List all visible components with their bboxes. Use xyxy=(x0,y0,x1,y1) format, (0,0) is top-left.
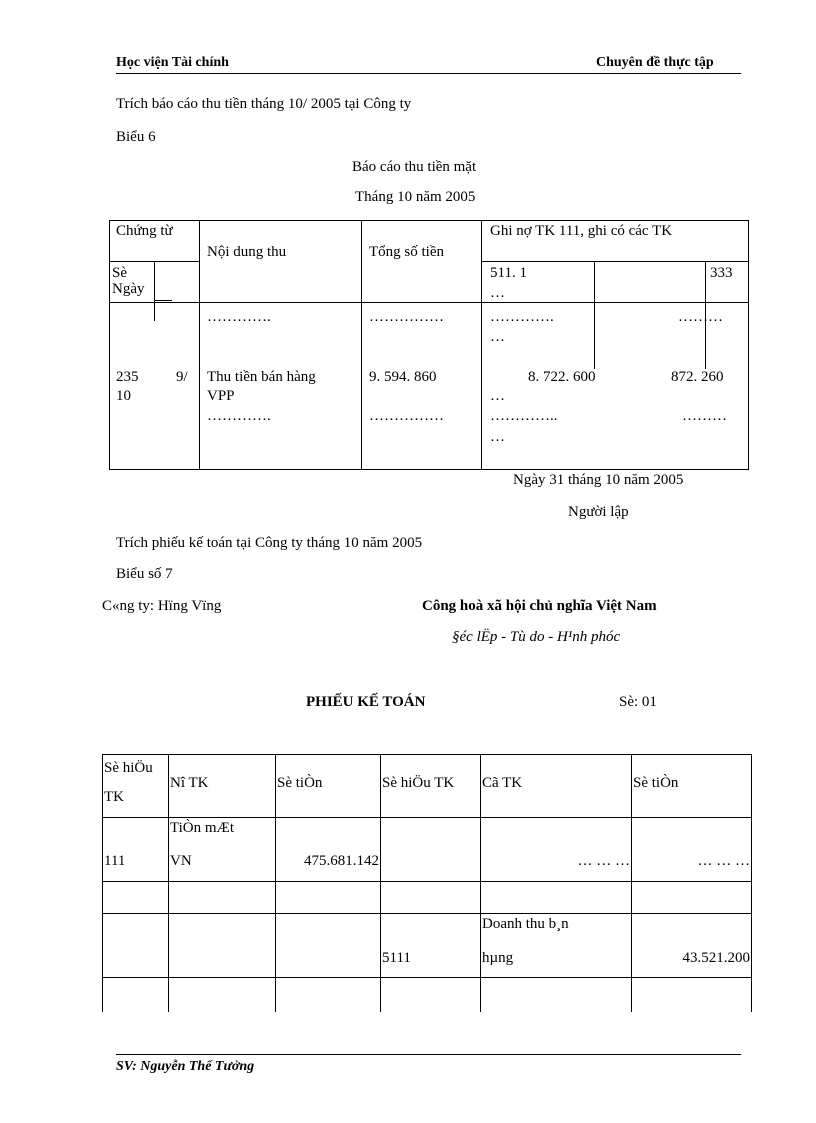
col-ngay: Ngày xyxy=(112,281,145,297)
t2-r3-name-a: Doanh thu b¸n xyxy=(482,916,569,932)
section2-label: Biểu số 7 xyxy=(116,566,173,582)
t2-r1-name-b: VN xyxy=(170,853,192,869)
report-date: Ngày 31 tháng 10 năm 2005 xyxy=(513,472,684,488)
dots-noidung-bot: …………. xyxy=(207,408,271,424)
col-tong-so: Tổng số tiền xyxy=(369,244,444,260)
section1-title: Báo cáo thu tiền mặt xyxy=(352,159,477,175)
dots-tongso-top: …………… xyxy=(369,309,444,325)
t2-r3-name-b: hµng xyxy=(482,950,514,966)
col-tk-5111-dots: … xyxy=(490,285,505,301)
col-ghi-no: Ghi nợ TK 111, ghi có các TK xyxy=(490,223,673,239)
company-name: C«ng ty: Hïng Vïng xyxy=(102,598,222,614)
dots-tongso-bot: …………… xyxy=(369,408,444,424)
accounting-voucher-table xyxy=(102,754,752,1012)
col-so: Sè xyxy=(112,265,127,281)
row-noidung-a: Thu tiền bán hàng xyxy=(207,369,316,385)
row-tk1-dots: … xyxy=(490,388,505,404)
footer-divider xyxy=(116,1054,741,1055)
dots-tk1-top: …………. xyxy=(490,309,554,325)
t2-col-so-tien-2: Sè tiÒn xyxy=(633,775,679,791)
row-so: 235 xyxy=(116,369,139,385)
voucher-number: Sè: 01 xyxy=(619,694,657,710)
section2-intro: Trích phiếu kế toán tại Công ty tháng 10 năm 2005 xyxy=(116,535,423,551)
section1-subtitle: Tháng 10 năm 2005 xyxy=(355,189,476,205)
col-tk-333: 333 xyxy=(710,265,733,281)
dots-tk1-top2: … xyxy=(490,329,505,345)
voucher-title: PHIẾU KẾ TOÁN xyxy=(306,694,426,710)
t2-col-no-tk: Nî TK xyxy=(170,775,209,791)
dots-tk2-top: ……… xyxy=(678,309,723,325)
row-noidung-b: VPP xyxy=(207,388,235,404)
t2-r1-dots-a: … … … xyxy=(577,853,630,869)
header-divider xyxy=(116,73,741,74)
nation-motto: §éc lËp - Tù do - H¹nh phóc xyxy=(452,629,621,645)
dots-noidung-top: …………. xyxy=(207,309,271,325)
col-tk-5111: 511. 1 xyxy=(490,265,527,281)
t2-r3-tk: 5111 xyxy=(382,950,411,966)
dots-tk1-bot: ………….. xyxy=(490,408,558,424)
row-tk1: 8. 722. 600 xyxy=(528,369,596,385)
report-signer: Người lập xyxy=(568,504,629,520)
t2-col-so-hieu-a: Sè hiÖu xyxy=(104,760,153,776)
col-noi-dung: Nội dung thu xyxy=(207,244,287,260)
t2-col-so-tien-1: Sè tiÒn xyxy=(277,775,323,791)
t2-r1-tk: 111 xyxy=(104,853,126,869)
col-chung-tu: Chứng từ xyxy=(116,223,173,239)
row-ngay-b: 10 xyxy=(116,388,131,404)
section1-label: Biểu 6 xyxy=(116,129,156,145)
t2-r3-amount: 43.521.200 xyxy=(682,950,750,966)
t2-r1-amount: 475.681.142 xyxy=(304,853,379,869)
row-ngay-a: 9/ xyxy=(176,369,188,385)
t2-col-so-hieu-b: TK xyxy=(104,789,124,805)
t2-col-so-hieu-tk: Sè hiÖu TK xyxy=(382,775,455,791)
nation-title: Công hoà xã hội chủ nghĩa Việt Nam xyxy=(422,598,657,614)
t2-col-co-tk: Cã TK xyxy=(482,775,523,791)
row-tongso: 9. 594. 860 xyxy=(369,369,437,385)
section1-intro: Trích báo cáo thu tiền tháng 10/ 2005 tại Công ty xyxy=(116,96,412,112)
header-right: Chuyên đề thực tập xyxy=(596,55,714,70)
t2-r1-dots-b: … … … xyxy=(697,853,750,869)
footer-student: SV: Nguyễn Thế Tưởng xyxy=(116,1059,255,1074)
header-left: Học viện Tài chính xyxy=(116,55,229,70)
dots-tk2-bot: ……… xyxy=(682,408,727,424)
dots-tk1-bot2: … xyxy=(490,429,505,445)
cash-receipt-table xyxy=(109,220,749,470)
row-tk2: 872. 260 xyxy=(671,369,724,385)
t2-r1-name-a: TiÒn mÆt xyxy=(170,820,235,836)
